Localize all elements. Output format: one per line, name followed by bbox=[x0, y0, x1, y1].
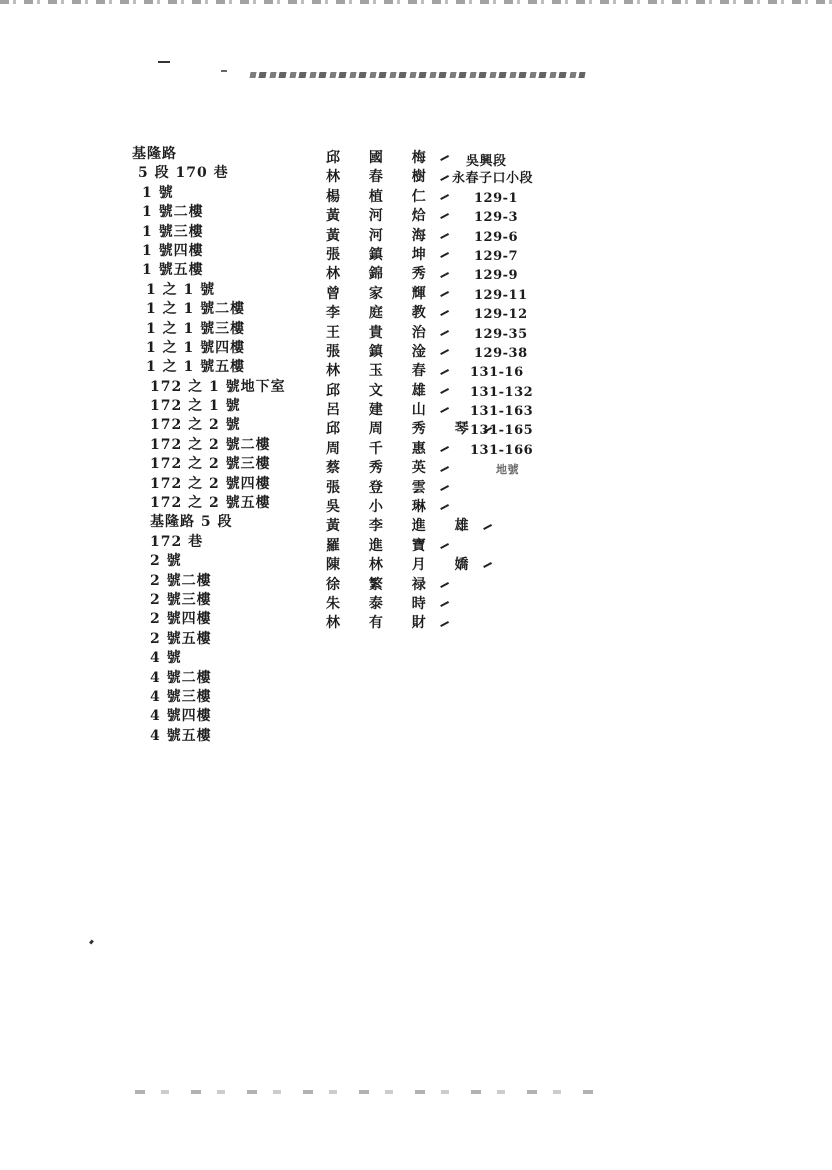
plot-number-row-text: 129-7 bbox=[474, 248, 519, 264]
owner-name-row-text: 蔡 秀 英 bbox=[326, 460, 438, 477]
owner-name-row bbox=[326, 246, 446, 265]
address-row bbox=[132, 281, 322, 300]
stray-mark bbox=[89, 940, 94, 945]
check-mark-icon bbox=[440, 252, 449, 258]
owner-name-row-text: 曾 家 輝 bbox=[326, 285, 438, 302]
address-row-text: 4 號二樓 bbox=[150, 669, 212, 686]
address-row bbox=[132, 164, 322, 183]
address-row bbox=[132, 436, 322, 455]
address-row-text: 172 巷 bbox=[150, 533, 204, 550]
address-row-text: 172 之 2 號五樓 bbox=[150, 495, 271, 512]
header-rule bbox=[249, 72, 585, 78]
check-mark-icon bbox=[440, 601, 449, 607]
plot-number-row bbox=[452, 363, 582, 382]
check-mark-icon bbox=[440, 485, 449, 491]
address-row bbox=[132, 378, 322, 397]
address-row-text: 172 之 2 號三樓 bbox=[150, 456, 271, 473]
check-mark-icon bbox=[440, 582, 449, 588]
check-mark-icon bbox=[440, 621, 449, 627]
plot-number-column bbox=[452, 152, 582, 480]
address-row-text: 1 號四樓 bbox=[142, 242, 204, 259]
check-mark-icon bbox=[440, 446, 449, 452]
stray-mark bbox=[158, 61, 170, 63]
owner-name-row-text: 邱 文 雄 bbox=[326, 382, 438, 399]
owner-name-row bbox=[326, 304, 446, 323]
check-mark-icon bbox=[440, 310, 449, 316]
plot-number-row bbox=[452, 421, 582, 440]
plot-number-row bbox=[452, 402, 582, 421]
check-mark-icon bbox=[440, 504, 449, 510]
owner-name-row bbox=[326, 285, 446, 304]
name-column bbox=[326, 149, 481, 634]
address-row bbox=[132, 358, 322, 377]
plot-number-row-text: 129-35 bbox=[474, 326, 528, 342]
owner-name-row-text: 羅 進 寶 bbox=[326, 537, 438, 554]
owner-name-row bbox=[326, 576, 446, 595]
plot-number-row bbox=[452, 383, 582, 402]
owner-name-row-text: 黃 李 進 雄 bbox=[326, 518, 481, 535]
scan-edge-noise bbox=[0, 0, 832, 4]
address-row-text: 1 之 1 號四樓 bbox=[146, 339, 246, 356]
address-row bbox=[132, 261, 322, 280]
owner-name-row bbox=[326, 168, 446, 187]
address-row bbox=[132, 320, 322, 339]
owner-name-row bbox=[326, 227, 446, 246]
address-row bbox=[132, 203, 322, 222]
check-mark-icon bbox=[440, 233, 449, 239]
owner-name-row-text: 徐 繁 禄 bbox=[326, 576, 438, 593]
address-row-text: 1 之 1 號 bbox=[146, 281, 216, 298]
address-row-text: 172 之 2 號四樓 bbox=[150, 475, 271, 492]
address-row-text: 172 之 2 號二樓 bbox=[150, 436, 271, 453]
check-mark-icon bbox=[483, 562, 492, 568]
plot-number-row bbox=[452, 325, 582, 344]
plot-footer-mark: 地號 bbox=[496, 463, 519, 477]
owner-name-row-text: 黃 河 烚 bbox=[326, 208, 438, 225]
plot-number-row bbox=[452, 247, 582, 266]
owner-name-row-text: 張 登 雲 bbox=[326, 479, 438, 496]
owner-name-row bbox=[326, 556, 481, 575]
owner-name-row-text: 朱 泰 時 bbox=[326, 595, 438, 612]
address-row-text: 1 號二樓 bbox=[142, 204, 204, 221]
plot-number-row-text: 129-12 bbox=[474, 307, 528, 323]
address-row bbox=[132, 397, 322, 416]
plot-number-row-text: 129-38 bbox=[474, 345, 528, 361]
check-mark-icon bbox=[440, 543, 449, 549]
address-row-text: 1 之 1 號二樓 bbox=[146, 301, 246, 318]
owner-name-row bbox=[326, 324, 446, 343]
address-row bbox=[132, 610, 322, 629]
plot-header-line: 吳興段 bbox=[466, 154, 507, 169]
owner-name-row bbox=[326, 459, 446, 478]
address-row bbox=[132, 727, 322, 746]
check-mark-icon bbox=[440, 388, 449, 394]
address-row bbox=[132, 223, 322, 242]
address-row bbox=[132, 572, 322, 591]
address-row bbox=[132, 416, 322, 435]
plot-number-row bbox=[452, 344, 582, 363]
plot-number-row-text: 131-16 bbox=[470, 365, 524, 381]
check-mark-icon bbox=[440, 291, 449, 297]
plot-number-row bbox=[452, 189, 582, 208]
check-mark-icon bbox=[440, 407, 449, 413]
owner-name-row-text: 林 春 樹 bbox=[326, 169, 438, 186]
owner-name-row-text: 林 有 財 bbox=[326, 615, 438, 632]
owner-name-row-text: 林 錦 秀 bbox=[326, 266, 438, 283]
plot-number-row-text: 131-163 bbox=[470, 404, 534, 420]
plot-number-row-text: 131-132 bbox=[470, 384, 534, 400]
address-row bbox=[132, 475, 322, 494]
owner-name-row-text: 林 玉 春 bbox=[326, 363, 438, 380]
address-row-text: 2 號二樓 bbox=[150, 572, 212, 589]
check-mark-icon bbox=[440, 369, 449, 375]
owner-name-row-text: 張 鎮 淦 bbox=[326, 343, 438, 360]
plot-number-row bbox=[452, 286, 582, 305]
address-row bbox=[132, 513, 322, 532]
owner-name-row bbox=[326, 207, 446, 226]
plot-number-row-text: 131-165 bbox=[470, 423, 534, 439]
plot-number-row bbox=[452, 441, 582, 460]
check-mark-icon bbox=[440, 349, 449, 355]
address-row-text: 172 之 1 號地下室 bbox=[150, 378, 286, 395]
owner-name-row bbox=[326, 401, 446, 420]
owner-name-row bbox=[326, 265, 446, 284]
address-row bbox=[132, 494, 322, 513]
address-row bbox=[132, 184, 322, 203]
owner-name-row-text: 吳 小 琳 bbox=[326, 499, 438, 516]
owner-name-row-text: 王 貴 治 bbox=[326, 324, 438, 341]
address-row-text: 1 號五樓 bbox=[142, 262, 204, 279]
address-row-text: 1 之 1 號五樓 bbox=[146, 359, 246, 376]
address-row-text: 172 之 1 號 bbox=[150, 398, 241, 415]
owner-name-row-text: 李 庭 教 bbox=[326, 305, 438, 322]
address-row bbox=[132, 339, 322, 358]
plot-number-row bbox=[452, 266, 582, 285]
check-mark-icon bbox=[440, 175, 449, 181]
address-column bbox=[132, 145, 322, 746]
address-row-text: 1 號 bbox=[142, 184, 174, 201]
address-row bbox=[132, 707, 322, 726]
owner-name-row bbox=[326, 614, 446, 633]
owner-name-row bbox=[326, 382, 446, 401]
address-row-text: 基隆路 bbox=[132, 146, 177, 162]
plot-number-row-text: 131-166 bbox=[470, 442, 534, 458]
owner-name-row bbox=[326, 595, 446, 614]
address-row-text: 2 號三樓 bbox=[150, 591, 212, 608]
address-row bbox=[132, 552, 322, 571]
address-row bbox=[132, 145, 322, 164]
address-row bbox=[132, 242, 322, 261]
owner-name-row bbox=[326, 440, 446, 459]
owner-name-row bbox=[326, 188, 446, 207]
address-row bbox=[132, 688, 322, 707]
owner-name-row-text: 楊 植 仁 bbox=[326, 188, 438, 205]
check-mark-icon bbox=[440, 465, 449, 471]
plot-number-row bbox=[452, 305, 582, 324]
check-mark-icon bbox=[483, 524, 492, 530]
owner-name-row-text: 張 鎮 坤 bbox=[326, 246, 438, 263]
plot-number-row-text: 129-3 bbox=[474, 210, 519, 226]
address-row-text: 2 號 bbox=[150, 553, 182, 570]
check-mark-icon bbox=[440, 194, 449, 200]
address-row-text: 4 號五樓 bbox=[150, 727, 212, 744]
address-row-text: 基隆路 5 段 bbox=[150, 514, 233, 531]
owner-name-row-text: 周 千 惠 bbox=[326, 440, 438, 457]
owner-name-row bbox=[326, 149, 446, 168]
owner-name-row bbox=[326, 479, 446, 498]
plot-number-row-text: 129-9 bbox=[474, 268, 519, 284]
plot-header-line: 永春子口小段 bbox=[452, 171, 534, 187]
address-row-text: 2 號四樓 bbox=[150, 611, 212, 628]
owner-name-row bbox=[326, 362, 446, 381]
owner-name-row-text: 邱 國 梅 bbox=[326, 150, 438, 166]
owner-name-row-text: 黃 河 海 bbox=[326, 227, 438, 244]
plot-number-row-text: 129-1 bbox=[474, 190, 519, 206]
address-row-text: 2 號五樓 bbox=[150, 630, 212, 647]
plot-number-row bbox=[452, 228, 582, 247]
plot-number-row bbox=[452, 208, 582, 227]
owner-name-row-text: 邱 周 秀 琴 bbox=[326, 421, 481, 438]
owner-name-row bbox=[326, 343, 446, 362]
check-mark-icon bbox=[440, 272, 449, 278]
check-mark-icon bbox=[440, 330, 449, 336]
address-row-text: 4 號四樓 bbox=[150, 708, 212, 725]
address-row bbox=[132, 649, 322, 668]
address-row-text: 4 號三樓 bbox=[150, 688, 212, 705]
owner-name-row bbox=[326, 517, 481, 536]
address-row-text: 5 段 170 巷 bbox=[138, 165, 229, 182]
check-mark-icon bbox=[440, 155, 449, 161]
address-row-text: 1 號三樓 bbox=[142, 223, 204, 240]
plot-number-row-text: 129-6 bbox=[474, 229, 519, 245]
address-row bbox=[132, 669, 322, 688]
owner-name-row bbox=[326, 420, 481, 439]
owner-name-row bbox=[326, 498, 446, 517]
address-row bbox=[132, 591, 322, 610]
address-row bbox=[132, 630, 322, 649]
stray-mark bbox=[221, 70, 227, 72]
address-row bbox=[132, 455, 322, 474]
address-row bbox=[132, 300, 322, 319]
address-row bbox=[132, 533, 322, 552]
footer-rule bbox=[135, 1090, 595, 1094]
owner-name-row bbox=[326, 537, 446, 556]
owner-name-row-text: 陳 林 月 嬌 bbox=[326, 557, 481, 574]
owner-name-row-text: 呂 建 山 bbox=[326, 402, 438, 419]
address-row-text: 4 號 bbox=[150, 650, 182, 667]
address-row-text: 1 之 1 號三樓 bbox=[146, 320, 246, 337]
check-mark-icon bbox=[440, 213, 449, 219]
address-row-text: 172 之 2 號 bbox=[150, 417, 241, 434]
plot-number-row-text: 129-11 bbox=[474, 287, 528, 303]
